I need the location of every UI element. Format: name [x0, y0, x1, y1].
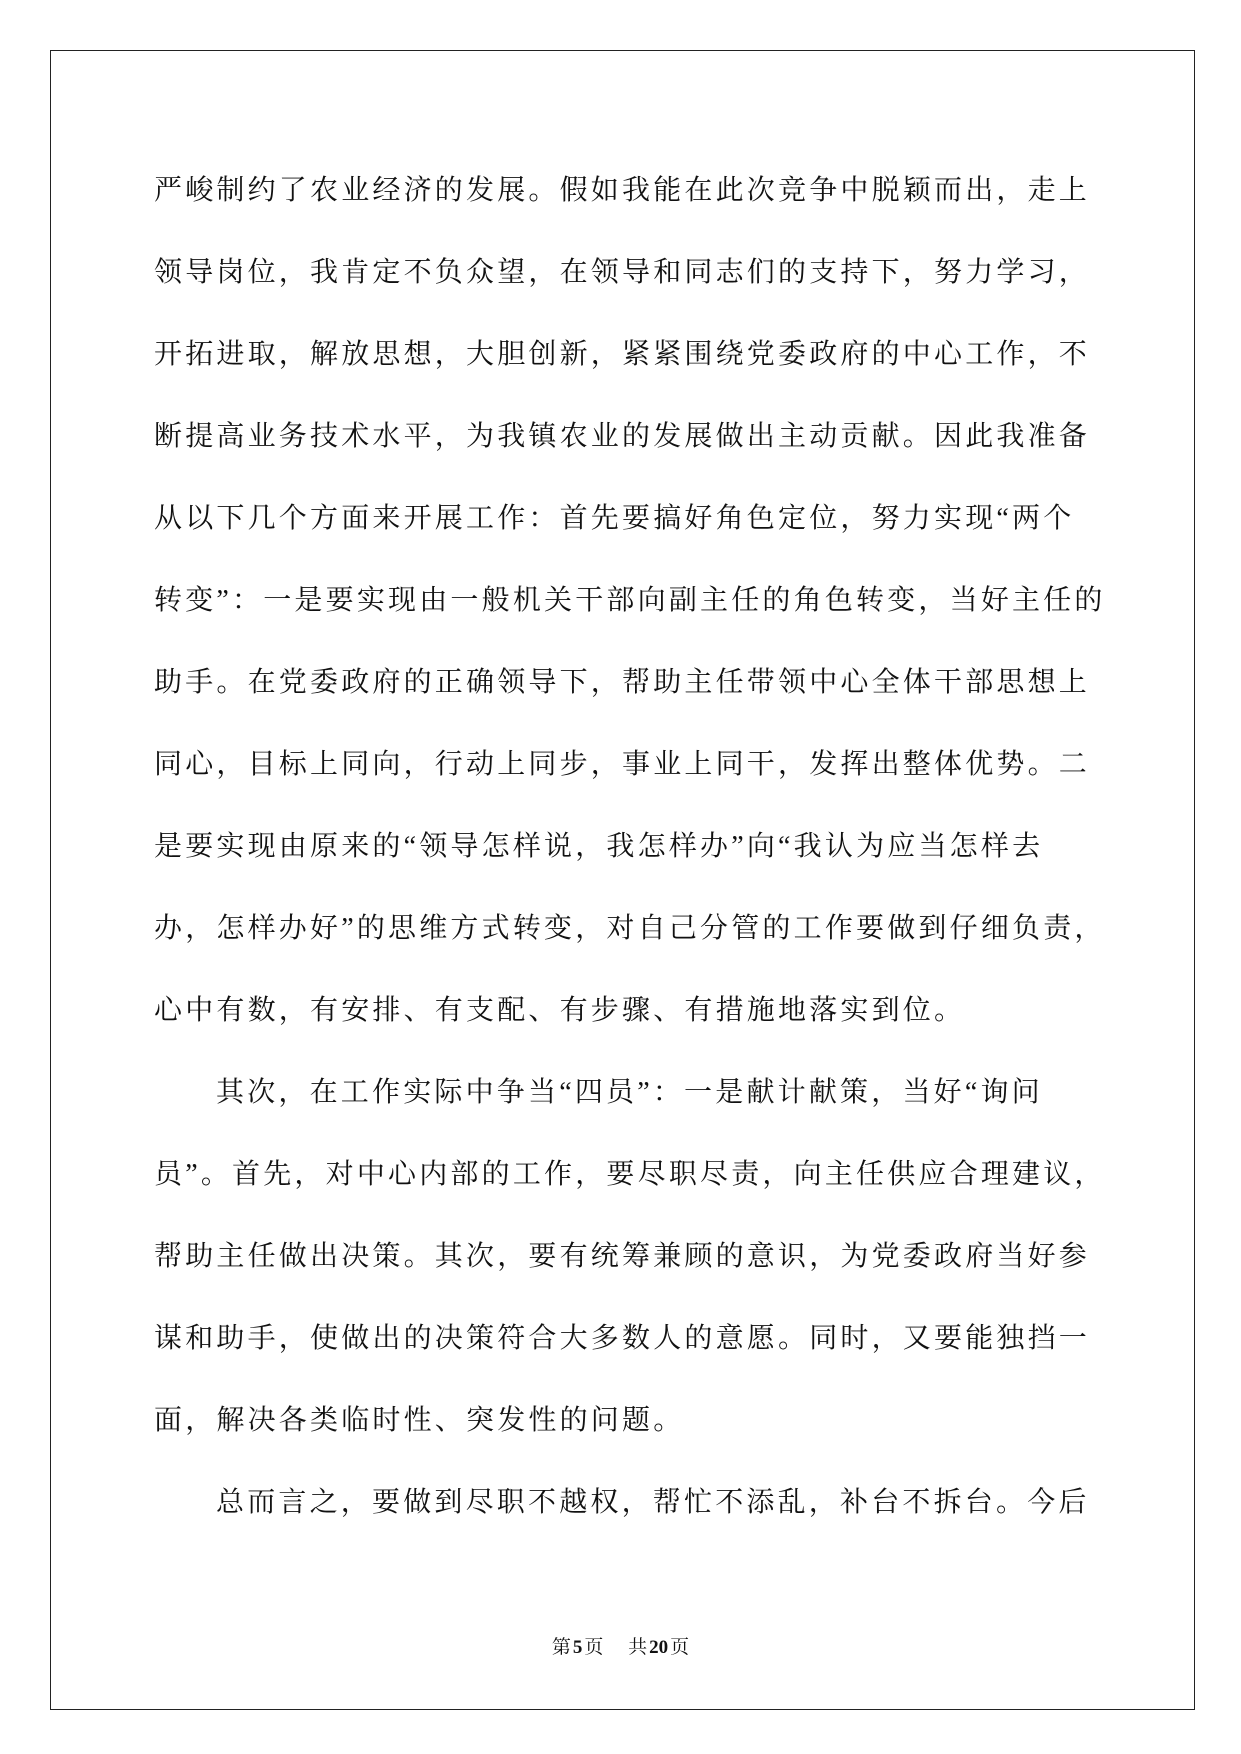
document-body	[154, 150, 1154, 1544]
page-total-prefix: 共	[628, 1637, 648, 1658]
paragraph	[154, 1462, 1154, 1544]
text-line: 从以下几个方面来开展工作：首先要搞好角色定位，努力实现“两个	[154, 503, 1075, 534]
text-line: 其次，在工作实际中争当“四员”：一是献计献策，当好“询问	[216, 1077, 1043, 1108]
page-number-suffix: 页	[584, 1637, 604, 1658]
text-line: 领导岗位，我肯定不负众望，在领导和同志们的支持下，努力学习，	[154, 257, 1091, 288]
page-number-prefix: 第	[551, 1637, 571, 1658]
text-line: 办，怎样办好”的思维方式转变，对自己分管的工作要做到仔细负责，	[154, 913, 1106, 944]
text-line: 面，解决各类临时性、突发性的问题。	[154, 1405, 685, 1436]
text-line: 心中有数，有安排、有支配、有步骤、有措施地落实到位。	[154, 995, 966, 1026]
page-number	[552, 1637, 608, 1658]
page-total-suffix: 页	[670, 1637, 690, 1658]
paragraph	[154, 150, 1154, 1052]
page-footer	[0, 1634, 1241, 1662]
text-line: 转变”：一是要实现由一般机关干部向副主任的角色转变，当好主任的	[154, 585, 1106, 616]
page-number-value: 5	[572, 1637, 583, 1658]
text-line: 总而言之，要做到尽职不越权，帮忙不添乱，补台不拆台。今后	[216, 1487, 1090, 1518]
paragraph	[154, 1052, 1154, 1462]
text-line: 助手。在党委政府的正确领导下，帮助主任带领中心全体干部思想上	[154, 667, 1091, 698]
text-line: 员”。首先，对中心内部的工作，要尽职尽责，向主任供应合理建议，	[154, 1159, 1106, 1190]
text-line: 开拓进取，解放思想，大胆创新，紧紧围绕党委政府的中心工作，不	[154, 339, 1091, 370]
text-line: 断提高业务技术水平，为我镇农业的发展做出主动贡献。因此我准备	[154, 421, 1091, 452]
text-line: 是要实现由原来的“领导怎样说，我怎样办”向“我认为应当怎样去	[154, 831, 1044, 862]
page-total	[628, 1637, 689, 1658]
text-line: 谋和助手，使做出的决策符合大多数人的意愿。同时，又要能独挡一	[154, 1323, 1091, 1354]
text-line: 严峻制约了农业经济的发展。假如我能在此次竞争中脱颖而出，走上	[154, 175, 1091, 206]
page-total-value: 20	[649, 1637, 669, 1658]
text-line: 帮助主任做出决策。其次，要有统筹兼顾的意识，为党委政府当好参	[154, 1241, 1091, 1272]
text-line: 同心，目标上同向，行动上同步，事业上同干，发挥出整体优势。二	[154, 749, 1091, 780]
